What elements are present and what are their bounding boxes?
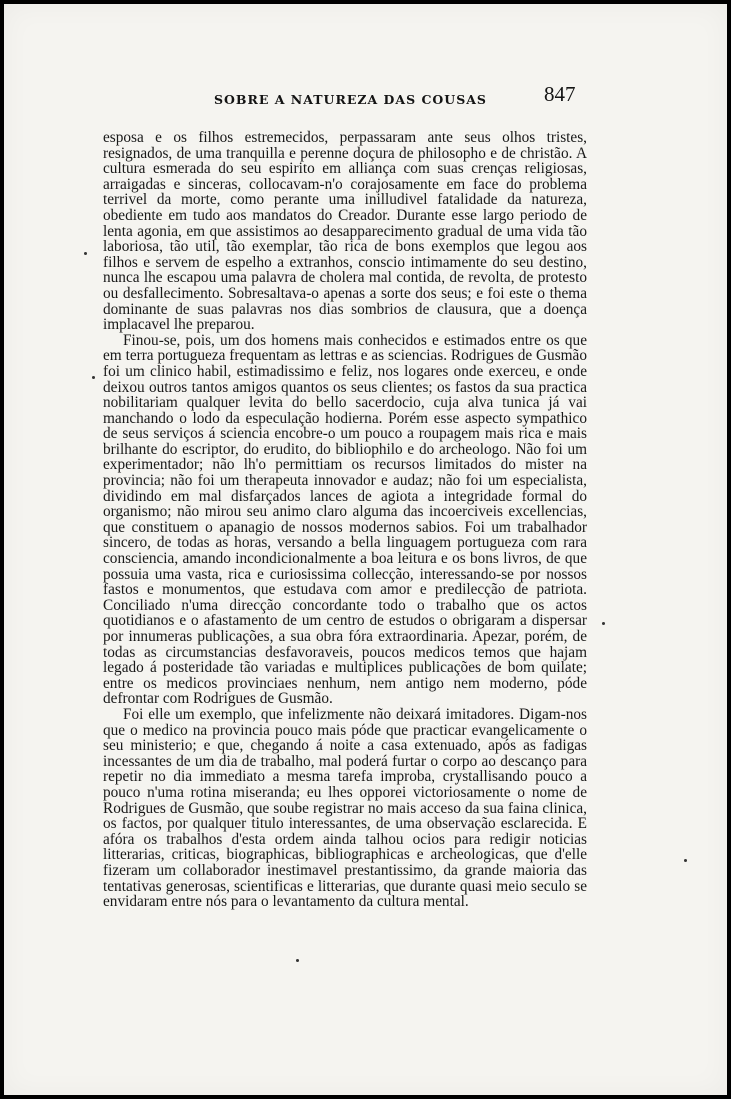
- ink-speck: [684, 859, 687, 862]
- ink-speck: [296, 959, 299, 962]
- page-number: 847: [544, 82, 576, 106]
- ink-speck: [602, 622, 605, 625]
- paragraph-2: Finou-se, pois, um dos homens mais conhecidos e estimados entre os que em terra portugueza frequentam as lettras e as sciencias. Rodrigues de Gusmão foi um clinico habil, estimadissimo e feliz, nos logares onde exerceu, e onde deixou outros tantos amigos quantos os seus clientes; os fastos da sua practica nobilitariam qualquer levita do bello sacerdocio, cuja alva tunica já vai manchando o lodo da especulação hodierna. Porém esse aspecto sympathico de seus serviços á sciencia encobre-o um pouco a roupagem mais rica e mais brilhante do escriptor, do erudito, do bibliophilo e do archeologo. Não foi um experimentador; não lh'o permittiam os recursos limitados do mister na provincia; não foi um therapeuta innovador e audaz; não foi um especialista, dividindo em mal disfarçados lances de agiota a integridade formal do organismo; não mirou seu animo claro alguma das incoerciveis excellencias, que constituem o apanagio de nossos modernos sabios. Foi um trabalhador sincero, de todas as horas, versando a bella linguagem portugueza com rara consciencia, amando incondicionalmente a boa leitura e os bons livros, de que possuia uma vasta, rica e curiosissima collecção, interessando-se por nossos fastos e monumentos, que estudava com amor e predilecção de patriota. Conciliado n'uma direcção concordante todo o trabalho que os actos quotidianos e o afastamento de um centro de estudos o obrigaram a dispersar por innumeras publicações, a sua obra fóra extraordinaria. Apezar, porém, de todas as circumstancias desfavoraveis, poucos medicos temos que hajam legado á posteridade tão variadas e multiplices publicações de bom quilate; entre os medicos provinciaes nenhum, nem antigo nem moderno, póde defrontar com Rodrigues de Gusmão.: [103, 331, 587, 708]
- body-text: [103, 130, 587, 910]
- paragraph-3: Foi elle um exemplo, que infelizmente não deixará imitadores. Digam-nos que o medico na provincia pouco mais póde que practicar evangelicamente o seu ministerio; e que, chegando á noite a casa extenuado, após as fadigas incessantes de um dia de trabalho, mal poderá furtar o corpo ao descanço para repetir no dia immediato a mesma tarefa improba, crystallisando pouco a pouco n'uma rotina miseranda; eu lhes opporei victoriosamente o nome de Rodrigues de Gusmão, que soube registrar no mais acceso da sua faina clinica, os factos, por qualquer titulo interessantes, de uma observação esclarecida. E afóra os trabalhos d'esta ordem ainda talhou ocios para redigir noticias litterarias, criticas, biographicas, bibliographicas e archeologicas, que d'elle fizeram um collaborador inestimavel prestantissimo, da grande maioria das tentativas generosas, scientificas e litterarias, que durante quasi meio seculo se envidaram entre nós para o levantamento da cultura mental.: [103, 705, 587, 911]
- ink-speck: [84, 252, 87, 255]
- paragraph-1: esposa e os filhos estremecidos, perpassaram ante seus olhos tristes, resignados, de uma tranquilla e perenne doçura de philosopho e de christão. A cultura esmerada do seu espirito em alliança com suas crenças religiosas, arraigadas e sinceras, collocavam-n'o corajosamente em face do problema terrivel da morte, como perante uma inilludivel fatalidade da natureza, obediente em tudo aos mandatos do Creador. Durante esse largo periodo de lenta agonia, em que assistimos ao desapparecimento gradual de uma vida tão laboriosa, tão util, tão exemplar, tão rica de bons exemplos que legou aos filhos e servem de espelho a extranhos, conscio intimamente do seu destino, nunca lhe escapou uma palavra de cholera mal contida, de revolta, de protesto ou desfallecimento. Sobresaltava-o apenas a sorte dos seus; e foi este o thema dominante de suas palavras nos dias sombrios de clausura, que a doença implacavel lhe preparou.: [103, 129, 587, 334]
- book-page: [4, 4, 727, 1095]
- running-title: SOBRE A NATUREZA DAS COUSAS: [214, 92, 487, 107]
- ink-speck: [92, 376, 95, 379]
- page-header: [4, 82, 727, 114]
